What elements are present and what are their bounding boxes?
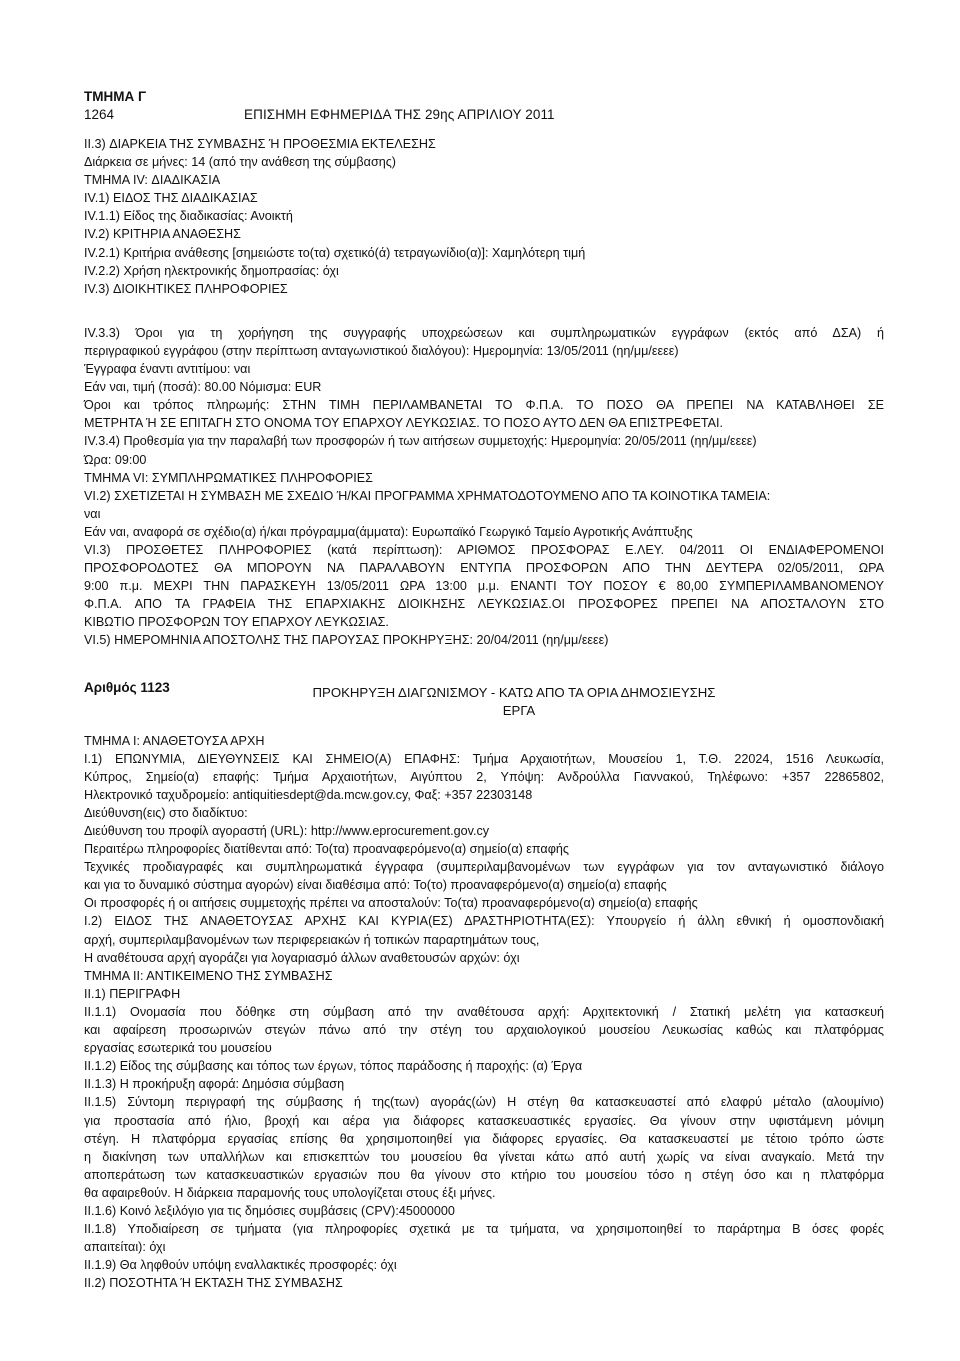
- text-line: ΤΜΗΜΑ ΙΙ: ΑΝΤΙΚΕΙΜΕΝΟ ΤΗΣ ΣΥΜΒΑΣΗΣ: [84, 968, 333, 983]
- text-line: αρχή, συμπεριλαμβανομένων των περιφερειακών ή τοπικών παραρτημάτων τους,: [84, 932, 540, 947]
- text-line: IV.3.3) Όροι για τη χορήγηση της συγγραφής υποχρεώσεων και συμπληρωματικών εγγράφων (εκτός από ΔΣΑ) ή: [84, 325, 884, 340]
- notice-number: Αριθμός 1123: [84, 679, 170, 695]
- page-number: 1264: [84, 107, 115, 122]
- text-line: IV.2.1) Κριτήρια ανάθεσης [σημειώστε το(τα) σχετικό(ά) τετραγωνίδιο(α)]: Χαμηλότερη τιμή: [84, 245, 586, 260]
- text-line: II.3) ΔΙΑΡΚΕΙΑ ΤΗΣ ΣΥΜΒΑΣΗΣ Ή ΠΡΟΘΕΣΜΙΑ ΕΚΤΕΛΕΣΗΣ: [84, 137, 436, 151]
- text-line: ΚΙΒΩΤΙΟ ΠΡΟΣΦΟΡΩΝ ΤΟΥ ΕΠΑΡΧΟΥ ΛΕΥΚΩΣΙΑΣ.: [84, 615, 389, 630]
- text-line: 9:00 π.μ. ΜΕΧΡΙ ΤΗΝ ΠΑΡΑΣΚΕΥΗ 13/05/2011 ΩΡΑ 13:00 μ.μ. ΕΝΑΝΤΙ ΤΟΥ ΠΟΣΟΥ € 80,00 ΣΥΜΠΕΡΙΛΑΜΒΑΝΟΜΕΝΟΥ: [84, 579, 884, 594]
- text-line: εργασίας εσωτερικά του μουσείου: [84, 1041, 272, 1056]
- text-line: ΙΙ.2) ΠΟΣΟΤΗΤΑ Ή ΕΚΤΑΣΗ ΤΗΣ ΣΥΜΒΑΣΗΣ: [84, 1276, 343, 1291]
- text-line: στέγη. Η πλατφόρμα εργασίας επίσης θα χρησιμοποιηθεί για διάφορες εργασίες. Θα κατασκευαστεί με τέτοιο τρόπο ώστε: [84, 1131, 884, 1146]
- text-line: VI.2) ΣΧΕΤΙΖΕΤΑΙ Η ΣΥΜΒΑΣΗ ΜΕ ΣΧΕΔΙΟ Ή/ΚΑΙ ΠΡΟΓΡΑΜΜΑ ΧΡΗΜΑΤΟΔΟΤΟΥΜΕΝΟ ΑΠΟ ΤΑ ΚΟΙΝΟΤΙΚΑ ΤΑΜΕΙΑ:: [84, 488, 771, 503]
- text-line: Οι προσφορές ή οι αιτήσεις συμμετοχής πρέπει να αποσταλούν: Το(τα) προαναφερόμενο(α) σημείο(α) επαφής: [84, 896, 698, 911]
- text-line: Ηλεκτρονικό ταχυδρομείο: antiquitiesdept@da.mcw.gov.cy, Φαξ: +357 22303148: [84, 787, 533, 802]
- text-line: Διεύθυνση(εις) στο διαδίκτυο:: [84, 805, 248, 820]
- text-line: ΠΡΟΣΦΟΡΟΔΟΤΕΣ ΘΑ ΜΠΟΡΟΥΝ ΝΑ ΠΑΡΑΛΑΒΟΥΝ ΕΝΤΥΠΑ ΠΡΟΣΦΟΡΩΝ ΑΠΟ ΤΗΝ ΔΕΥΤΕΡΑ 02/05/2011, ΩΡΑ: [84, 561, 884, 576]
- text-line: Εάν ναι, τιμή (ποσά): 80.00 Νόμισμα: EUR: [84, 380, 322, 395]
- text-line: Η αναθέτουσα αρχή αγοράζει για λογαριασμό άλλων αναθετουσών αρχών: όχι: [84, 950, 520, 965]
- notice-body: [84, 732, 884, 1293]
- text-line: Φ.Π.Α. ΑΠΟ ΤΑ ΓΡΑΦΕΙΑ ΤΗΣ ΕΠΑΡΧΙΑΚΗΣ ΔΙΟΙΚΗΣΗΣ ΛΕΥΚΩΣΙΑΣ.ΟΙ ΠΡΟΣΦΟΡΕΣ ΠΡΕΠΕΙ ΝΑ ΑΠΟΣΤΑΛΟΥΝ ΣΤΟ: [84, 597, 884, 612]
- text-line: ναι: [84, 506, 101, 521]
- text-line: ΤΜΗΜΑ IV: ΔΙΑΔΙΚΑΣΙΑ: [84, 173, 221, 188]
- notice-title-line: ΠΡΟΚΗΡΥΞΗ ΔΙΑΓΩΝΙΣΜΟΥ - ΚΑΤΩ ΑΠΟ ΤΑ ΟΡΙΑ ΔΗΜΟΣΙΕΥΣΗΣ: [312, 684, 716, 700]
- gazette-page: [84, 88, 884, 1292]
- text-line: ΙΙ.1.9) Θα ληφθούν υπόψη εναλλακτικές προσφορές: όχι: [84, 1258, 397, 1273]
- text-line: και αφαίρεση προσωρινών στεγών πάνω από την στέγη του αρχαιολογικού μουσείου Λευκωσίας καθώς και πλατφόρμας: [84, 1023, 884, 1038]
- text-line: και για το δυναμικό σύστημα αγορών) είναι διαθέσιμα από: Το(το) προαναφερόμενο(α) σημείο(α) επαφής: [84, 878, 667, 893]
- text-line: ΙΙ.1) ΠΕΡΙΓΡΑΦΗ: [84, 986, 181, 1001]
- notice-subtitle-line: ΕΡΓΑ: [502, 702, 536, 718]
- text-line: ΙΙ.1.2) Είδος της σύμβασης και τόπος των έργων, τόπος παράδοσης ή παροχής: (α) Έργα: [84, 1059, 583, 1074]
- text-line: Ι.2) ΕΙΔΟΣ ΤΗΣ ΑΝΑΘΕΤΟΥΣΑΣ ΑΡΧΗΣ ΚΑΙ ΚΥΡΙΑ(ΕΣ) ΔΡΑΣΤΗΡΙΟΤΗΤΑ(ΕΣ): Υπουργείο ή άλλη εθνική ή ομοσπονδιακή: [84, 914, 884, 929]
- text-line: ΙΙ.1.5) Σύντομη περιγραφή της σύμβασης ή της(των) αγοράς(ών) Η στέγη θα κατασκευαστεί από ελαφρύ μέταλο (αλουμίνιο): [84, 1095, 884, 1110]
- text-line: IV.3.4) Προθεσμία για την παραλαβή των προσφορών ή των αιτήσεων συμμετοχής: Ημερομηνία: 20/05/2011 (ηη/μμ/εεεε): [84, 434, 757, 449]
- procedure-section: [84, 135, 884, 298]
- text-line: ΤΜΗΜΑ VI: ΣΥΜΠΛΗΡΩΜΑΤΙΚΕΣ ΠΛΗΡΟΦΟΡΙΕΣ: [84, 470, 373, 485]
- text-line: ΤΜΗΜΑ Ι: ΑΝΑΘΕΤΟΥΣΑ ΑΡΧΗ: [84, 733, 265, 748]
- text-line: VI.3) ΠΡΟΣΘΕΤΕΣ ΠΛΗΡΟΦΟΡΙΕΣ (κατά περίπτωση): ΑΡΙΘΜΟΣ ΠΡΟΣΦΟΡΑΣ Ε.ΛΕΥ. 04/2011 ΟΙ ΕΝΔΙΑΦΕΡΟΜΕΝΟΙ: [84, 542, 884, 557]
- text-line: για προστασία από ήλιο, βροχή και αέρα για διάφορες κατασκευαστικές εργασίες. Θα γίνουν στην υφιστάμενη μόνιμη: [84, 1113, 884, 1128]
- text-line: Διάρκεια σε μήνες: 14 (από την ανάθεση της σύμβασης): [84, 155, 396, 170]
- text-line: Εάν ναι, αναφορά σε σχέδιο(α) ή/και πρόγραμμα(άμματα): Ευρωπαϊκό Γεωργικό Ταμείο Αγροτικής Ανάπτυξης: [84, 524, 693, 539]
- text-line: αποπεράτωση των κατασκευαστικών εργασιών που θα γίνουν στο κτήριο του μουσείου τόσο η στέγη όσο και η πλατφόρμα: [84, 1167, 884, 1182]
- text-line: ΜΕΤΡΗΤΑ Ή ΣΕ ΕΠΙΤΑΓΗ ΣΤΟ ΟΝΟΜΑ ΤΟΥ ΕΠΑΡΧΟΥ ΛΕΥΚΩΣΙΑΣ. ΤΟ ΠΟΣΟ ΑΥΤΟ ΔΕΝ ΘΑ ΕΠΙΣΤΡΕΦΕΤΑΙ.: [84, 416, 724, 431]
- text-line: IV.3) ΔΙΟΙΚΗΤΙΚΕΣ ΠΛΗΡΟΦΟΡΙΕΣ: [84, 281, 288, 296]
- section-label: ΤΜΗΜΑ Γ: [84, 89, 147, 104]
- page-header: [84, 107, 884, 129]
- text-line: θα αφαιρεθούν. Η διάρκεια παραμονής τους υπολογίζεται στους έξι μήνες.: [84, 1185, 496, 1200]
- notice-heading: [84, 680, 884, 720]
- text-line: Ώρα: 09:00: [84, 452, 147, 467]
- text-line: Έγγραφα έναντι αντιτίμου: ναι: [84, 362, 251, 377]
- text-line: VI.5) ΗΜΕΡΟΜΗΝΙΑ ΑΠΟΣΤΟΛΗΣ ΤΗΣ ΠΑΡΟΥΣΑΣ ΠΡΟΚΗΡΥΞΗΣ: 20/04/2011 (ηη/μμ/εεεε): [84, 633, 609, 648]
- text-line: Ι.1) ΕΠΩΝΥΜΙΑ, ΔΙΕΥΘΥΝΣΕΙΣ ΚΑΙ ΣΗΜΕΙΟ(Α) ΕΠΑΦΗΣ: Τμήμα Αρχαιοτήτων, Μουσείου 1, Τ.Θ. 22024, 1516 Λευκωσία,: [84, 751, 884, 766]
- text-line: περιγραφικού εγγράφου (στην περίπτωση ανταγωνιστικού διαλόγου): Ημερομηνία: 13/05/2011 (ηη/μμ/εεεε): [84, 343, 679, 358]
- text-line: IV.2) ΚΡΙΤΗΡΙΑ ΑΝΑΘΕΣΗΣ: [84, 227, 241, 242]
- gazette-title: ΕΠΙΣΗΜΗ ΕΦΗΜΕΡΙΔΑ ΤΗΣ 29ης ΑΠΡΙΛΙΟΥ 2011: [244, 107, 555, 122]
- text-line: ΙΙ.1.3) Η προκήρυξη αφορά: Δημόσια σύμβαση: [84, 1077, 345, 1092]
- text-line: απαιτείται): όχι: [84, 1240, 166, 1255]
- text-line: η διακίνηση των υπαλλήλων και επισκεπτών του μουσείου θα γίνεται κάτω από αυτή χωρίς να είναι αναγκαίο. Μετά την: [84, 1149, 884, 1164]
- text-line: IV.2.2) Χρήση ηλεκτρονικής δημοπρασίας: όχι: [84, 263, 339, 278]
- text-line: Διεύθυνση του προφίλ αγοραστή (URL): http://www.eprocurement.gov.cy: [84, 824, 490, 838]
- text-line: IV.1.1) Είδος της διαδικασίας: Ανοικτή: [84, 209, 293, 224]
- text-line: Περαιτέρω πληροφορίες διατίθενται από: Το(τα) προαναφερόμενο(α) σημείο(α) επαφής: [84, 842, 569, 857]
- text-line: ΙΙ.1.8) Υποδιαίρεση σε τμήματα (για πληροφορίες σχετικά με τα τμήματα, να χρησιμοποιηθεί το παράρτημα Β όσες φορές: [84, 1222, 884, 1237]
- text-line: Όροι και τρόπος πληρωμής: ΣΤΗΝ ΤΙΜΗ ΠΕΡΙΛΑΜΒΑΝΕΤΑΙ ΤΟ Φ.Π.Α. ΤΟ ΠΟΣΟ ΘΑ ΠΡΕΠΕΙ ΝΑ ΚΑΤΑΒΛΗΘΕΙ ΣΕ: [84, 398, 884, 413]
- administrative-section: [84, 324, 884, 650]
- text-line: Τεχνικές προδιαγραφές και συμπληρωματικά έγγραφα (συμπεριλαμβανομένων των εγγράφων για τον ανταγωνιστικό διάλογο: [84, 860, 884, 875]
- text-line: Κύπρος, Σημείο(α) επαφής: Τμήμα Αρχαιοτήτων, Αιγύπτου 2, Υπόψη: Ανδρούλλα Γιαννακού, Τηλέφωνο: +357 22865802,: [84, 769, 884, 784]
- text-line: ΙΙ.1.6) Κοινό λεξιλόγιο για τις δημόσιες συμβάσεις (CPV):45000000: [84, 1203, 455, 1218]
- notice-title: [84, 684, 884, 720]
- text-line: IV.1) ΕΙΔΟΣ ΤΗΣ ΔΙΑΔΙΚΑΣΙΑΣ: [84, 191, 258, 206]
- text-line: ΙΙ.1.1) Ονομασία που δόθηκε στη σύμβαση από την αναθέτουσα αρχή: Αρχιτεκτονική / Στατική μελέτη για κατασκευή: [84, 1004, 884, 1019]
